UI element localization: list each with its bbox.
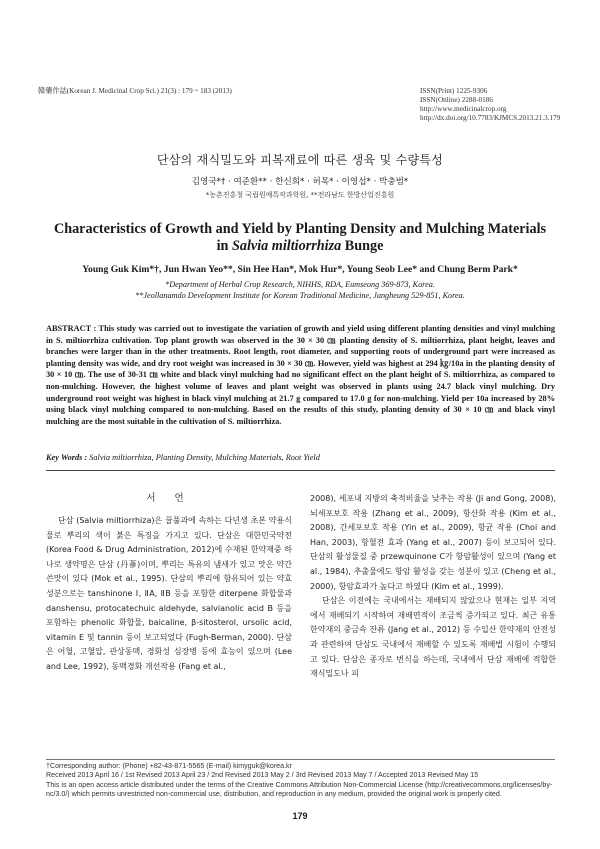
korean-authors: 김영국*† · 여준환** · 한신희* · 허목* · 이영섭* · 박충범* xyxy=(191,177,409,187)
english-title xyxy=(0,221,600,255)
intro-paragraph-1: 단삼 (Salvia miltiorrhiza)은 꿀풀과에 속하는 다년생 초본 약용식물로 뿌리의 색이 붉은 특징을 가지고 있다. 단삼은 대한민국약전 (Korea Food & Drug Administration, 2012)에 수재된 한약재중 하나로 생약명은 단삼 (丹蔘)이며, 뿌리는 특유의 냄새가 있고 맛은 약간 쓴맛이 있다 (Mok et al., 1995). 단삼의 뿌리에 함유되어 있는 약효 성분으로는 tanshinone Ⅰ, ⅡA, ⅡB 등을 포함한 diterpene 화합물과 danshensu, protocatechuic aldehyde, salvianolic acid B 등을 포함하는 phenolic 화합물, baicaline, β-sitosterol, ursolic acid, vitamin E 및 tannin 등이 보고되었다 (Fugh-Berman, 2000). 단삼은 어혈, 고혈압, 관상동맥, 경화성 심장병 등에 효능이 있으며 (Lee and Lee, 1992), 동맥경화 개선작용 (Fang et al., xyxy=(46,516,292,671)
right-column xyxy=(310,492,556,682)
footnote-divider xyxy=(46,759,555,760)
abstract: ABSTRACT : This study was carried out to investigate the variation of growth and yield using different planting densities and vinyl mulching in S. miltiorrhiza cultivation. Top plant growth was observed in the 30 × 30 ㎝ planting density of S. miltiorrhiza, plant height, leaves and branches were larger than in the other treatments. Root length, root diameter, and supporting roots of underground part were increased as planting density was wide, and dry root weight was increased in 30 × 30 ㎝. However, yield was highest at 294 ㎏/10a in the planting density of 30 × 10 ㎝. The use of 30-31 ㎝ white and black vinyl mulching had no significant effect on the plant height of S. miltiorrhiza, as compared to non-mulching. However, the highest volume of leaves and plant weight was observed in plants using 24.7 black vinyl mulching. Dry underground root weight was highest in black vinyl mulching at 21.7 g compared to 17.0 g for non-mulching. Yield per 10a increased by 28% using black vinyl mulching compared to non-mulching. Based on the results of this study, planting density of 30 × 10 ㎝ and black vinyl mulching are the most suitable in the cultivation of S. miltiorrhiza. xyxy=(46,324,555,426)
abstract-divider xyxy=(46,470,555,471)
footnote xyxy=(46,762,555,800)
received-dates: Received 2013 April 16 / 1st Revised 2013 April 23 / 2nd Revised 2013 May 2 / 3rd Revised 2013 May 7 / Accepted 2013 Revised May 15 xyxy=(46,771,479,780)
keywords-list: Salvia miltiorrhiza, Planting Density, Mulching Materials, Root Yield xyxy=(87,453,320,462)
journal-url[interactable]: http://www.medicinalcrop.org xyxy=(420,105,507,113)
english-affiliation-1: *Department of Herbal Crop Research, NIHHS, RDA, Eumseong 369-873, Korea. xyxy=(165,280,435,289)
license-notice: This is an open access article distributed under the terms of the Creative Commons Attribution Non-Commercial License (http://creativecommons.org/licenses/by-nc/3.0/) which permits unrestricted non-commercial use, distribution, and reproduction in any medium, provided the original work is properly cited. xyxy=(46,780,553,799)
korean-title: 단삼의 재식밀도와 피복재료에 따른 생육 및 수량특성 xyxy=(156,153,444,167)
keywords xyxy=(46,453,555,462)
keywords-label: Key Words : xyxy=(46,453,88,462)
page-number: 179 xyxy=(292,811,308,821)
corresponding-author: †Corresponding author: (Phone) +82-43-871-5565 (E-mail) kimyguk@korea.kr xyxy=(46,762,292,770)
english-title-line1: Characteristics of Growth and Yield by Planting Density and Mulching Materials xyxy=(53,221,547,237)
english-authors: Young Guk Kim*†, Jun Hwan Yeo**, Sin Hee Han*, Mok Hur*, Young Seob Lee* and Chung Berm Park* xyxy=(82,264,518,275)
intro-paragraph-1-cont: 2008), 세포내 지방의 축적비율을 낮추는 작용 (Ji and Gong, 2008), 뇌세포보호 작용 (Zhang et al., 2009), 항산화 작용 (Kim et al., 2008), 간세포보호 작용 (Yin et al., 2009), 항균 작용 (Choi and Han, 2003), 항혈전 효과 (Yang et al., 2007) 등이 보고되어 있다. 단삼의 활성물질 중 przewquinone C가 항암활성이 있으며 (Yang et al., 1984), 추출물에도 항암 활성을 갖는 성분이 있고 (Cheng et al., 2000), 항암효과가 높다고 하였다 (Kim et al., 1999). xyxy=(310,494,556,591)
left-column xyxy=(46,514,292,675)
journal-citation: 韓藥作誌(Korean J. Medicinal Crop Sci.) 21(3) : 179 ~ 183 (2013) xyxy=(38,87,232,95)
issn-online: ISSN(Online) 2288-0186 xyxy=(420,96,493,104)
issn-print: ISSN(Print) 1225-9306 xyxy=(420,87,488,95)
doi-link[interactable]: http://dx.doi.org/10.7783/KJMCS.2013.21.3.179 xyxy=(420,114,561,122)
section-heading-introduction: 서 언 xyxy=(146,493,192,504)
english-affiliation-2: **Jeollanamdo Development Institute for Korean Traditional Medicine, Jangheung 529-851, Korea. xyxy=(135,291,465,300)
intro-paragraph-2: 단삼은 이전에는 국내에서는 재배되지 않았으나 현재는 일부 지역에서 재배되기 시작하여 재배면적이 조금씩 증가되고 있다. 최근 유통 한약재의 중금속 잔류 (Jang et al., 2012) 등 수입산 한약재의 안전성과 관련하여 단삼도 국내에서 재배할 수 있도록 재배법 시험이 수행되고 있다. 단삼은 종자로 번식을 하는데, 국내에서 단삼 재배에 적합한 재식밀도나 피 xyxy=(310,596,556,679)
korean-affiliation: *농촌진흥청 국립원예특작과학원, **전라남도 한방산업진흥원 xyxy=(205,191,395,199)
english-title-line2: in Salvia miltiorrhiza Bunge xyxy=(216,238,384,254)
species-name: Salvia miltiorrhiza xyxy=(232,238,342,254)
